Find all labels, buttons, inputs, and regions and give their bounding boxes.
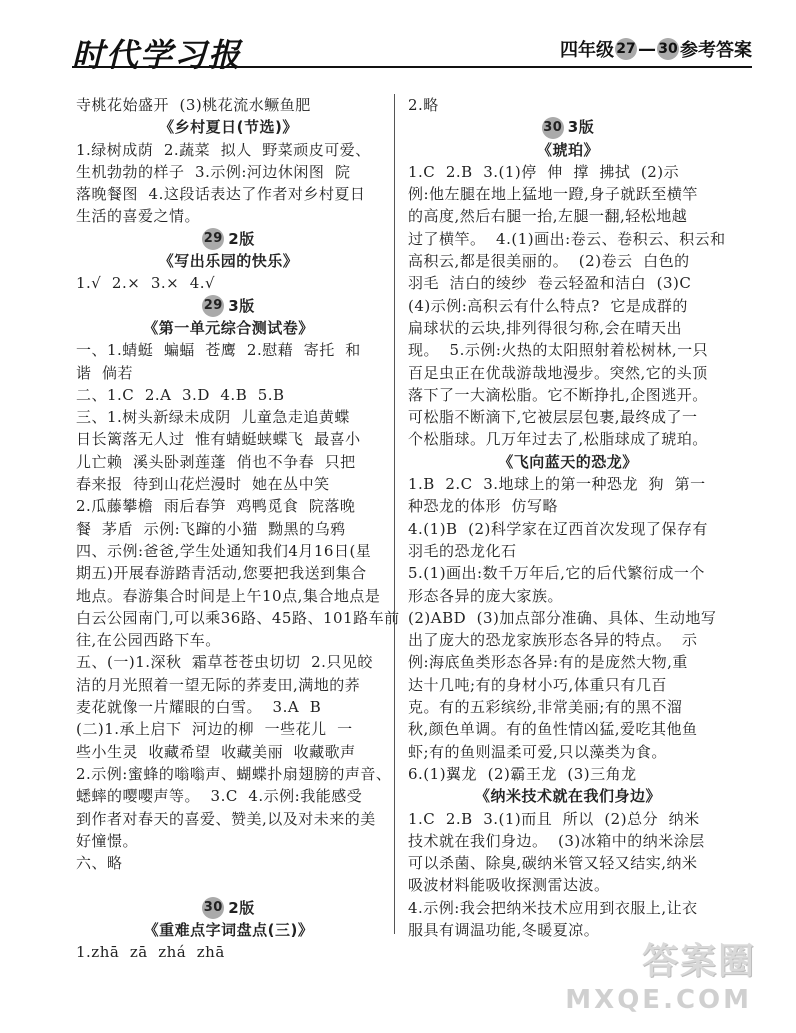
answer-line: 寺桃花始盛开 (3)桃花流水鳜鱼肥: [76, 96, 311, 114]
edition-heading: [76, 897, 381, 919]
answer-line: 可以杀菌、除臭,碳纳米管又轻又结实,纳米: [408, 854, 698, 873]
answer-line: 秋,颜色单调。有的鱼性情凶猛,爱吃其他鱼: [408, 720, 698, 739]
answer-line: 百足虫正在优哉游哉地漫步。突然,它的头顶: [408, 363, 708, 382]
answer-line: 例:海底鱼类形态各异:有的是庞然大物,重: [408, 653, 688, 672]
answer-line: 地点。春游集合时间是上午10点,集合地点是: [76, 586, 381, 605]
issue-number-badge: 29: [202, 295, 224, 317]
answer-line: 洁的月光照着一望无际的荞麦田,满地的荞: [76, 675, 361, 694]
answer-line: 到作者对春天的喜爱、赞美,以及对未来的美: [76, 809, 376, 828]
article-title: 《写出乐园的快乐》: [158, 252, 299, 271]
answer-line: 4.(1)B (2)科学家在辽西首次发现了保存有: [408, 519, 708, 538]
answer-line: 生机勃勃的样子 3.示例:河边休闲图 院: [76, 162, 351, 181]
edition-label: 2版: [228, 898, 255, 917]
article-title: 《第一单元综合测试卷》: [143, 318, 314, 337]
answer-line: 日长篱落无人过 惟有蜻蜓蛱蝶飞 最喜小: [76, 430, 361, 449]
grade-label: 四年级: [560, 40, 614, 61]
answer-line: 1.B 2.C 3.地球上的第一种恐龙 狗 第一: [408, 475, 706, 494]
answer-line: 羽毛的恐龙化石: [408, 541, 517, 560]
answer-line: 2.略: [408, 96, 439, 114]
answer-line: 4.示例:我会把纳米技术应用到衣服上,让衣: [408, 898, 698, 917]
answer-line: 羽毛 洁白的绫纱 卷云轻盈和洁白 (3)C: [408, 274, 692, 293]
answer-line: 达十几吨;有的身材小巧,体重只有几百: [408, 675, 667, 694]
right-column: [408, 94, 728, 941]
watermark: [565, 933, 756, 1023]
answer-line: 6.(1)翼龙 (2)霸王龙 (3)三角龙: [408, 764, 637, 783]
header-rule: [72, 66, 752, 68]
answer-line: 白云公园南门,可以乘36路、45路、101路车前: [76, 608, 400, 627]
answer-line: 种恐龙的体形 仿写略: [408, 497, 559, 516]
issue-number-badge: 30: [542, 117, 564, 139]
answer-line: 一、1.蜻蜓 蝙蝠 苍鹰 2.慰藉 寄托 和: [76, 341, 361, 360]
page-header: [0, 0, 796, 80]
article-title: 《重难点字词盘点(三)》: [143, 920, 314, 939]
answer-key-heading: [560, 36, 752, 62]
answer-line: (二)1.承上启下 河边的柳 一些花儿 一: [76, 720, 353, 739]
answer-line: 蟋蟀的嘤嘤声等。 3.C 4.示例:我能感受: [76, 787, 363, 806]
answer-line: 出了庞大的恐龙家族形态各异的特点。 示: [408, 631, 698, 650]
answer-line: 的高度,然后右腿一抬,左腿一翻,轻松地越: [408, 207, 688, 226]
answer-line: 儿亡赖 溪头卧剥莲蓬 俏也不争春 只把: [76, 452, 356, 471]
answer-key-label: 参考答案: [680, 40, 752, 61]
answer-line: 三、1.树头新绿未成阴 儿童急走追黄蝶: [76, 408, 350, 427]
answer-line: 春来报 待到山花烂漫时 她在丛中笑: [76, 475, 330, 494]
answer-line: 往,在公园西路下车。: [76, 631, 221, 650]
answer-line: 吸波材料能吸收探测雷达波。: [408, 876, 610, 895]
answer-line: 1.C 2.B 3.(1)停 伸 撑 拂拭 (2)示: [408, 162, 680, 181]
answer-line: 六、略: [76, 854, 123, 873]
answer-line: [76, 874, 381, 896]
left-column: [76, 94, 400, 964]
answer-line: 1.C 2.B 3.(1)而且 所以 (2)总分 纳米: [408, 809, 700, 828]
answer-line: 谐 倘若: [76, 363, 134, 382]
edition-label: 3版: [228, 296, 255, 315]
answer-line: 期五)开展春游踏青活动,您要把我送到集合: [76, 564, 367, 583]
issue-end-badge: 30: [657, 38, 679, 60]
edition-heading: [408, 116, 728, 138]
issue-number-badge: 29: [202, 228, 224, 250]
answer-line: 二、1.C 2.A 3.D 4.B 5.B: [76, 385, 285, 404]
answer-line: 虾;有的鱼则温柔可爱,只以藻类为食。: [408, 742, 667, 761]
answer-line: 些小生灵 收藏希望 收藏美丽 收藏歌声: [76, 742, 356, 761]
edition-label: 3版: [567, 118, 595, 137]
answer-line: 餐 茅盾 示例:飞蹿的小猫 黝黑的乌鸦: [76, 519, 346, 538]
answer-line: 例:他左腿在地上猛地一蹬,身子就跃至横竿: [408, 185, 698, 204]
article-title: 《乡村夏日(节选)》: [159, 118, 298, 137]
answer-line: 现。 5.示例:火热的太阳照射着松树林,一只: [408, 341, 709, 360]
answer-line: 高积云,都是很美丽的。 (2)卷云 白色的: [408, 252, 690, 271]
answer-line: 生活的喜爱之情。: [76, 207, 201, 226]
answer-line: 1.√ 2.× 3.× 4.√: [76, 274, 216, 293]
answer-line: 1.zhā zā zhá zhā: [76, 943, 225, 962]
column-divider: [394, 94, 395, 934]
answer-line: 1.绿树成荫 2.蔬菜 拟人 野菜顽皮可爱、: [76, 140, 371, 159]
edition-heading: [76, 228, 381, 250]
answer-line: 五、(一)1.深秋 霜草苍苍虫切切 2.只见皎: [76, 653, 373, 672]
answer-line: 克。有的五彩缤纷,非常美丽;有的黑不溜: [408, 698, 683, 717]
article-title: 《飞向蓝天的恐龙》: [498, 452, 638, 471]
edition-label: 2版: [228, 229, 255, 248]
answer-line: 服具有调温功能,冬暖夏凉。: [408, 920, 600, 939]
issue-dash: —: [638, 38, 656, 60]
answer-line: 技术就在我们身边。 (3)冰箱中的纳米涂层: [408, 831, 705, 850]
answer-line: 麦花就像一片耀眼的白雪。 3.A B: [76, 698, 322, 717]
watermark-url: MXQE.COM: [565, 985, 752, 1015]
article-title: 《琥珀》: [536, 140, 599, 159]
answer-line: 2.瓜藤攀檐 雨后春笋 鸡鸭觅食 院落晚: [76, 497, 356, 516]
masthead-logo: 时代学习报: [72, 36, 243, 74]
answer-line: 四、示例:爸爸,学生处通知我们4月16日(星: [76, 541, 372, 560]
answer-line: 5.(1)画出:数千万年后,它的后代繁衍成一个: [408, 564, 705, 583]
edition-heading: [76, 295, 381, 317]
answer-line: 过了横竿。 4.(1)画出:卷云、卷积云、积云和: [408, 229, 726, 248]
answer-line: 扁球状的云块,排列得很匀称,会在晴天出: [408, 318, 683, 337]
answer-line: 好憧憬。: [76, 831, 139, 850]
issue-number-badge: 30: [202, 897, 224, 919]
watermark-logo: 答案圈: [641, 941, 756, 982]
answer-line: 2.示例:蜜蜂的嗡嗡声、蝴蝶扑扇翅膀的声音、: [76, 764, 392, 783]
issue-start-badge: 27: [615, 38, 637, 60]
answer-line: 个松脂球。几万年过去了,松脂球成了琥珀。: [408, 430, 708, 449]
answer-line: 落晚餐图 4.这段话表达了作者对乡村夏日: [76, 185, 366, 204]
answer-line: 可松脂不断滴下,它被层层包裹,最终成了一: [408, 408, 698, 427]
answer-line: 形态各异的庞大家族。: [408, 586, 564, 605]
answer-line: 落下了一大滴松脂。它不断挣扎,企图逃开。: [408, 385, 708, 404]
answer-line: (4)示例:高积云有什么特点? 它是成群的: [408, 296, 688, 315]
article-title: 《纳米技术就在我们身边》: [474, 787, 661, 806]
answer-line: (2)ABD (3)加点部分准确、具体、生动地写: [408, 608, 717, 627]
